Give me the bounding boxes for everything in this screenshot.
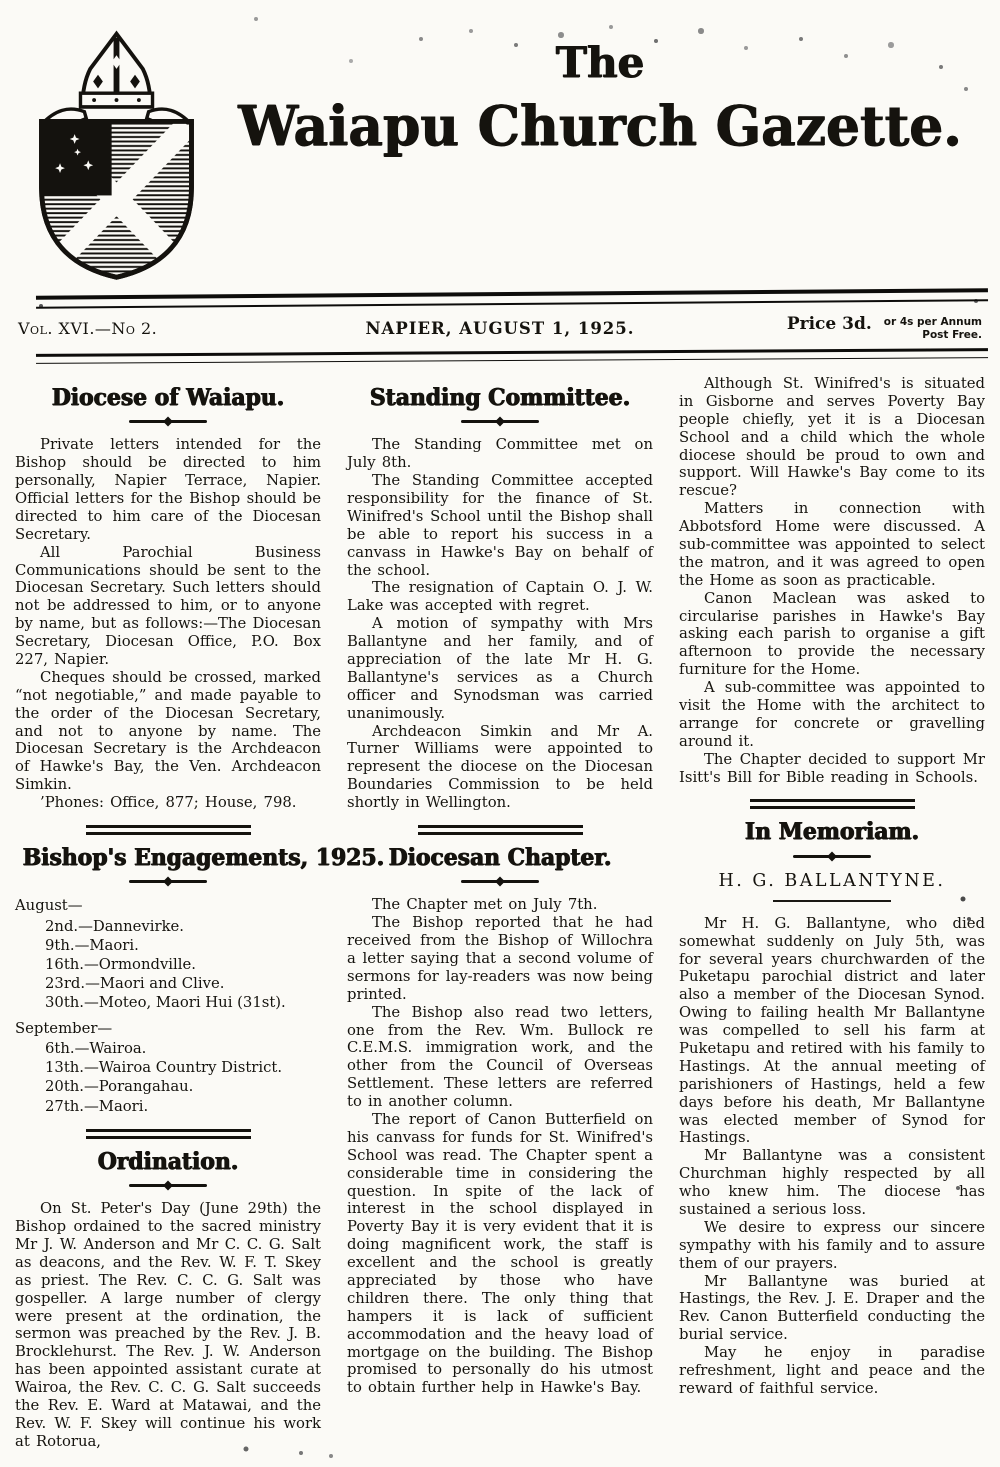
schedule-item: 9th.—Maori.	[45, 936, 139, 954]
article-columns	[0, 361, 1000, 1451]
section-separator	[418, 825, 583, 835]
paragraph: Matters in connection with Abbotsford Home were discussed. A sub-committee was appointed to select the matron, and it was agreed to open the Home as soon as practicable.	[679, 500, 985, 589]
schedule-month-label: September—	[15, 1019, 113, 1037]
price-box	[690, 314, 982, 342]
schedule-item: 20th.—Porangahau.	[45, 1078, 194, 1096]
paragraph: The Bishop reported that he had received from the Bishop of Willochra a letter saying that a second volume of sermons for lay-readers was now being printed.	[347, 914, 653, 1003]
heading-rule	[129, 1184, 207, 1187]
paragraph: A sub-committee was appointed to visit the Home with the architect to arrange for concrete or gravelling around it.	[679, 679, 985, 750]
article-ordination	[15, 1149, 321, 1451]
paragraph: The Standing Committee accepted responsibility for the finance of St. Winifred's School until the Bishop shall be able to report his success in a canvass in Hawke's Bay on behalf of the school.	[347, 472, 653, 579]
heading-rule	[461, 420, 539, 423]
paragraph: The Chapter met on July 7th.	[372, 896, 598, 914]
memoriam-name: H. G. BALLANTYNE.	[718, 870, 946, 891]
price: Price 3d.	[786, 313, 872, 334]
paragraph: Canon Maclean was asked to circularise parishes in Hawke's Bay asking each parish to organise a gift afternoon to provide the necessary furniture for the Home.	[679, 589, 985, 679]
article-diocesan-chapter-continued	[679, 375, 985, 786]
paragraph: Cheques should be crossed, marked “not negotiable,” and made payable to the order of the Diocesan Secretary, and not to anyone by name. The Diocesan Secretary is the Archdeacon of Hawke's Bay, the Ven. Archdeacon Simkin.	[15, 668, 321, 794]
schedule-item: 6th.—Wairoa.	[45, 1039, 147, 1057]
paragraph: The report of Canon Butterfield on his canvass for funds for St. Winifred's School was read. The Chapter spent a considerable time in considering the question. In spite of the lack of interest in the school displayed in Poverty Bay it is very evident that it is doing magnificent work, the staff is excellent and the school is greatly appreciated by those who have children there. The only thing that hampers it is lack of sufficient accommodation and the heavy load of mortgage on the building. The Bishop promised to personally do his utmost to obtain further help in Hawke's Bay.	[347, 1110, 653, 1397]
volume-number: Vol. XVI.—No 2.	[18, 318, 158, 338]
article-heading: Diocese of Waiapu.	[51, 384, 285, 411]
price-note	[884, 316, 982, 342]
dateline-row	[0, 305, 1000, 351]
masthead	[0, 0, 1000, 292]
article-heading: In Memoriam.	[744, 818, 920, 846]
article-in-memoriam	[679, 819, 985, 1397]
paragraph: Private letters intended for the Bishop should be directed to him personally, Napier Terrace, Napier. Official letters for the Bishop should be directed to him care of the Diocesan Secretary.	[15, 436, 321, 543]
schedule-item: 23rd.—Maori and Clive.	[45, 975, 225, 993]
paragraph: The Standing Committee met on July 8th.	[347, 436, 653, 472]
heading-rule	[129, 880, 207, 883]
paragraph: Mr Ballantyne was buried at Hastings, the Rev. J. E. Draper and the Rev. Canon Butterfield conducting the burial service.	[679, 1272, 985, 1344]
paragraph: All Parochial Business Communications should be sent to the Diocesan Secretary. Such letters should not be addressed to him, or to anyone by name, but as follows:—The Diocesan Secretary, Diocesan Office, P.O. Box 227, Napier.	[15, 543, 321, 668]
paragraph: A motion of sympathy with Mrs Ballantyne and her family, and of appreciation of the late Mr H. G. Ballantyne's services as a Church officer and Synodsman was carried unanimously.	[347, 615, 653, 722]
paragraph: We desire to express our sincere sympathy with his family and to assure them of our prayers.	[679, 1218, 985, 1272]
schedule-month-label: August—	[15, 897, 83, 915]
masthead-title: Waiapu Church Gazette.	[238, 93, 962, 158]
article-standing-committee	[347, 385, 653, 812]
article-heading: Standing Committee.	[369, 384, 631, 411]
article-heading: Diocesan Chapter.	[388, 844, 612, 871]
diocese-crest-icon	[24, 30, 209, 282]
article-bishops-engagements	[15, 844, 385, 1116]
paragraph: On St. Peter's Day (June 29th) the Bishop ordained to the sacred ministry Mr J. W. Anderson and Mr C. C. G. Salt as deacons, and the Rev. W. F. T. Skey as priest. The Rev. C. C. G. Salt was gospeller. A large number of clergy were present at the ordination, the sermon was preached by the Rev. J. B. Brocklehurst. The Rev. J. W. Anderson has been appointed assistant curate at Wairoa, the Rev. C. C. G. Salt succeeds the Rev. E. Ward at Matawai, and the Rev. W. F. Skey will continue his work at Rotorua,	[15, 1200, 321, 1450]
paragraph: Although St. Winifred's is situated in Gisborne and serves Poverty Bay people chiefly, yet it is a Diocesan School and a child which the whole diocese should be proud to own and support. Will Hawke's Bay come to its rescue?	[679, 375, 985, 500]
heading-rule	[129, 420, 207, 423]
masthead-text	[215, 0, 985, 158]
paragraph: May he enjoy in paradise refreshment, light and peace and the reward of faithful service.	[679, 1344, 985, 1397]
heading-rule	[793, 855, 871, 858]
schedule-item: 27th.—Maori.	[45, 1097, 149, 1115]
section-separator	[750, 799, 915, 809]
schedule-item: 2nd.—Dannevirke.	[45, 917, 185, 935]
column-2	[347, 375, 653, 1451]
paragraph: The Chapter decided to support Mr Isitt's Bill for Bible reading in Schools.	[679, 750, 985, 786]
section-separator	[86, 825, 251, 835]
paragraph: The Bishop also read two letters, one from the Rev. Wm. Bullock re C.E.M.S. immigration work, and the other from the Council of Overseas Settlement. These letters are referred to in another column.	[347, 1003, 653, 1111]
schedule-item: 16th.—Ormondville.	[45, 956, 196, 973]
section-separator	[86, 1129, 251, 1139]
price-note-line2: Post Free.	[922, 329, 982, 341]
schedule-item: 30th.—Moteo, Maori Hui (31st).	[45, 994, 286, 1012]
column-1	[15, 375, 385, 1451]
paragraph: Mr Ballantyne was a consistent Churchman highly respected by all who knew him. The diocese has sustained a serious loss.	[679, 1147, 985, 1219]
masthead-pretitle: The	[555, 38, 645, 87]
article-diocesan-chapter	[347, 845, 653, 1397]
article-heading: Bishop's Engagements, 1925.	[22, 844, 385, 871]
paragraph: Archdeacon Simkin and Mr A. Turner Williams were appointed to represent the diocese on the Diocesan Boundaries Commission to be held shortly in Wellington.	[347, 722, 653, 812]
article-diocese-of-waiapu	[15, 385, 321, 812]
place-date: NAPIER, AUGUST 1, 1925.	[365, 318, 635, 338]
schedule-item: 13th.—Wairoa Country District.	[45, 1059, 283, 1077]
price-note-line1: or 4s per Annum	[883, 315, 982, 328]
engagements-schedule	[15, 896, 321, 1116]
paragraph: The resignation of Captain O. J. W. Lake was accepted with regret.	[347, 579, 653, 615]
subheading-rule	[773, 900, 891, 902]
article-heading: Ordination.	[97, 1147, 239, 1175]
heading-rule	[461, 880, 539, 883]
paragraph: ’Phones: Office, 877; House, 798.	[40, 794, 297, 812]
paragraph: Mr H. G. Ballantyne, who died somewhat suddenly on July 5th, was for several years churchwarden of the Puketapu parochial district and later also a member of the Diocesan Synod. Owing to failing health Mr Ballantyne was compelled to sell his farm at Puketapu and retired with his family to Hastings. At the annual meeting of parishioners of Hastings, held a few days before his death, Mr Ballantyne was elected member of Synod for Hastings.	[679, 914, 985, 1147]
column-3	[679, 375, 985, 1451]
